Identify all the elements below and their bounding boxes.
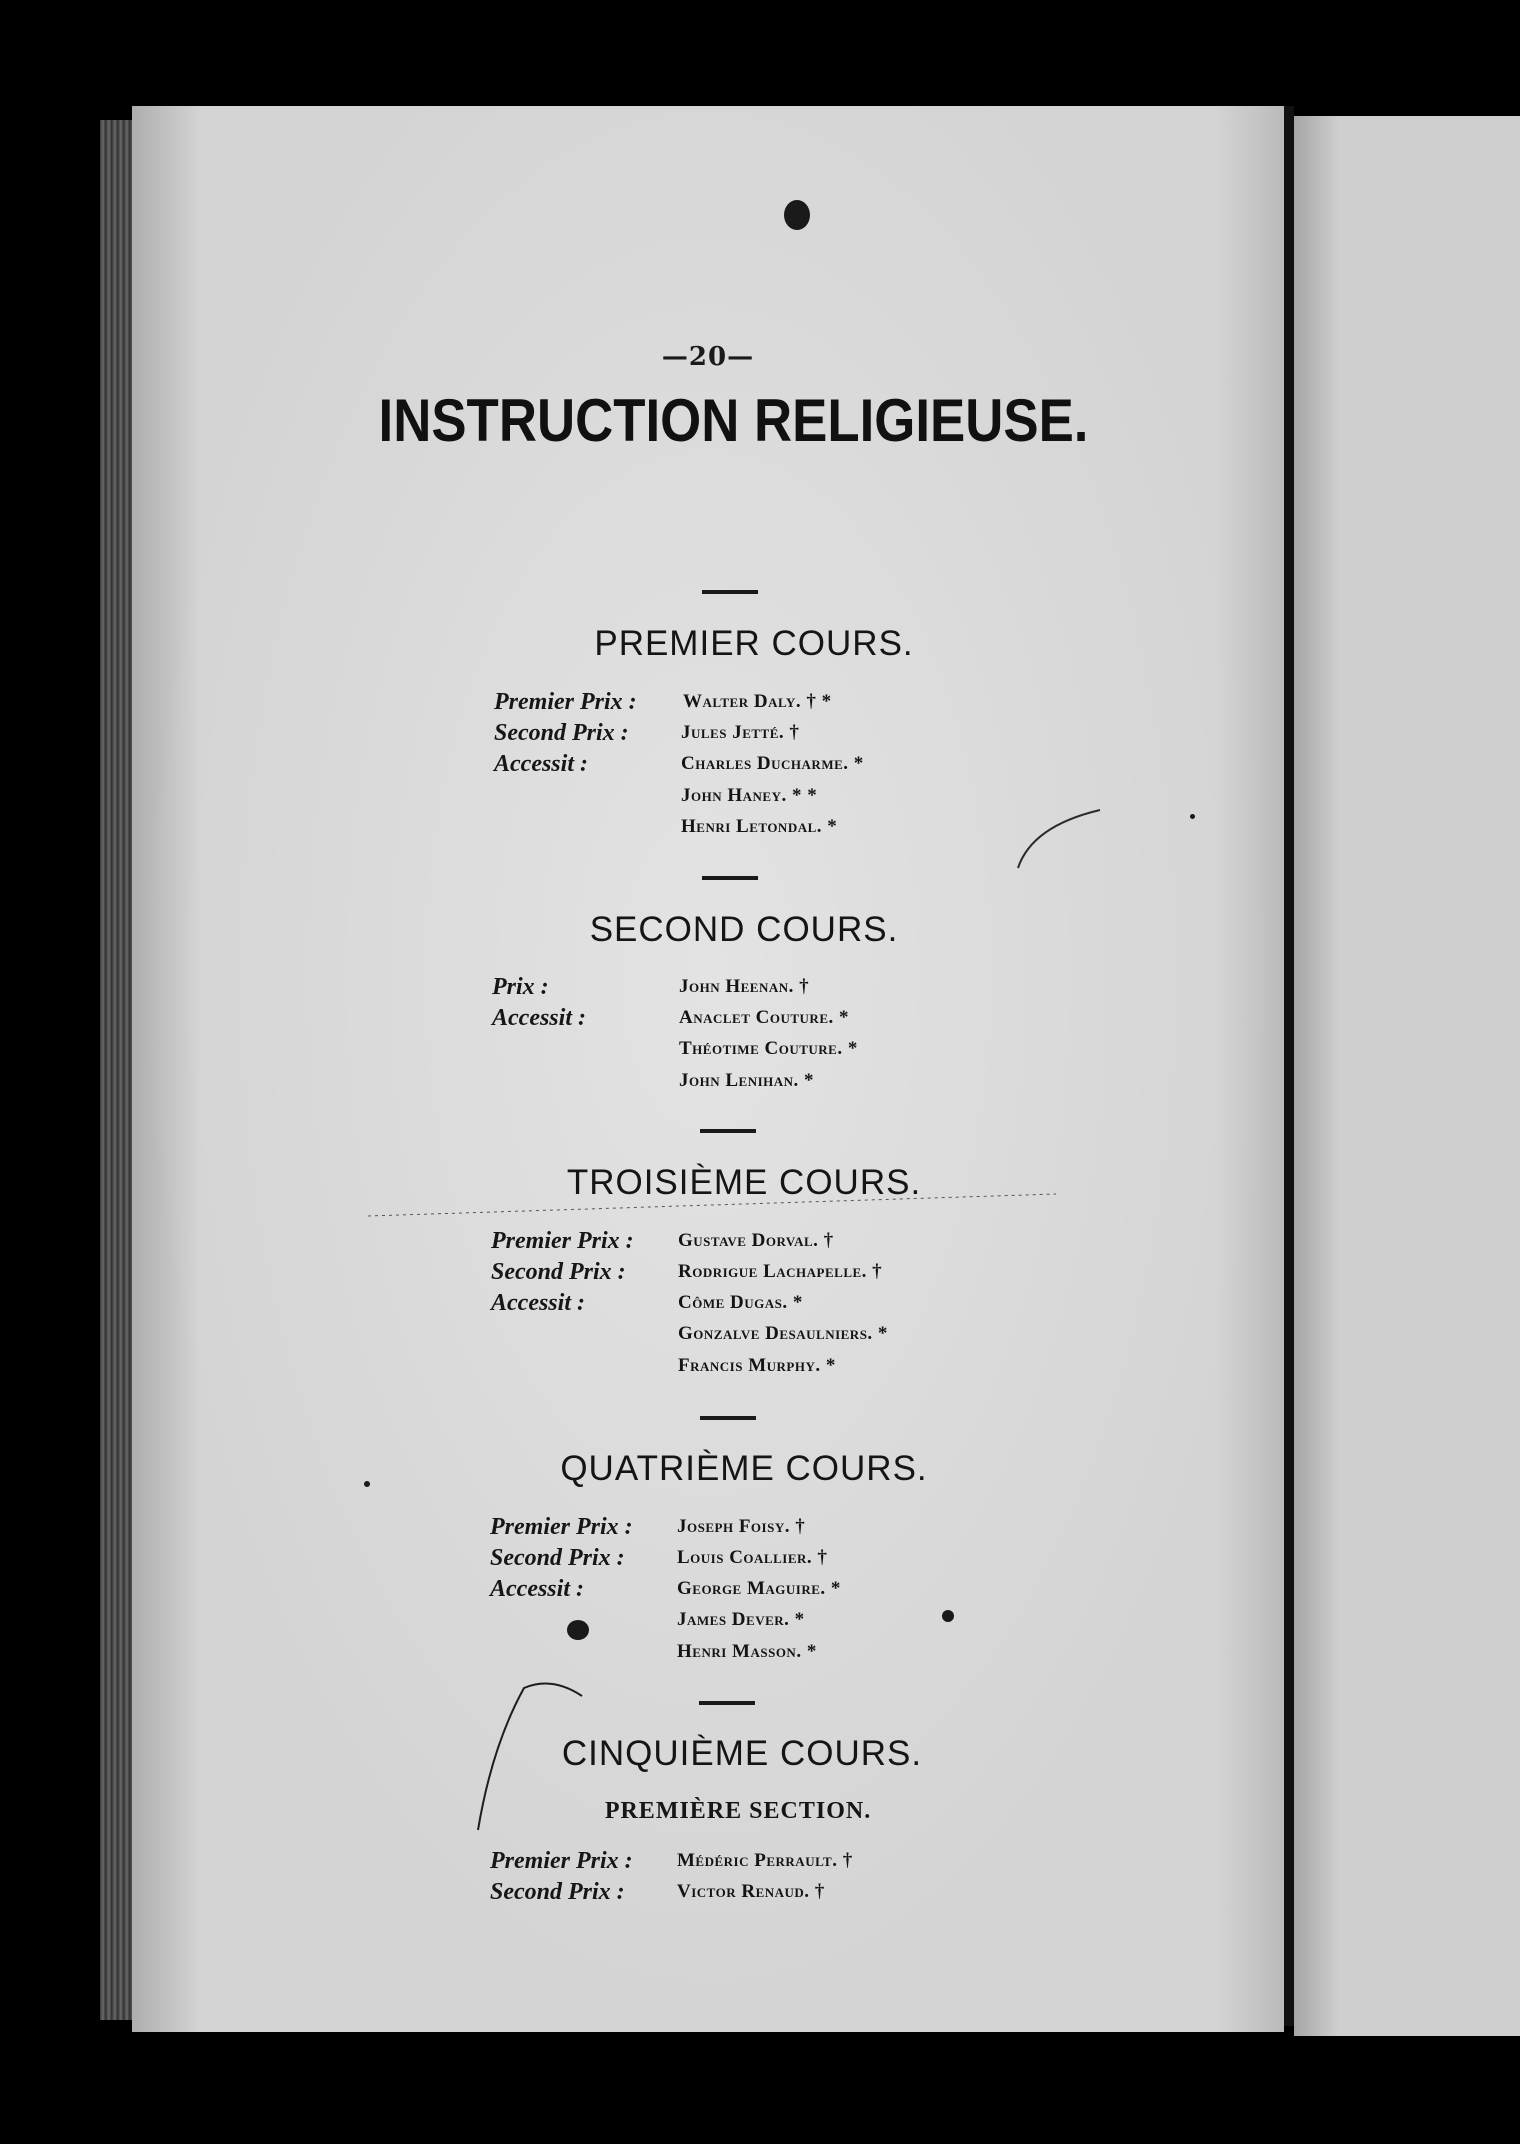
student-name: James Dever. * [677, 1609, 805, 1630]
prize-label: Second Prix : [494, 720, 629, 746]
student-name: George Maguire. * [677, 1578, 841, 1599]
prize-label: Premier Prix : [490, 1514, 633, 1540]
prize-label: Prix : [492, 974, 549, 1000]
page-gutter [1284, 106, 1294, 2026]
section-heading: CINQUIÈME COURS. [561, 1734, 923, 1773]
prize-label: Accessit : [494, 751, 588, 777]
section-heading: TROISIÈME COURS. [566, 1163, 922, 1202]
book-page-stack [100, 120, 134, 2020]
prize-label: Second Prix : [490, 1545, 625, 1571]
pen-scratch [132, 106, 1284, 2032]
student-name: Théotime Couture. * [679, 1038, 858, 1059]
student-name: Henri Letondal. * [681, 816, 838, 837]
student-name: Joseph Foisy. † [677, 1516, 806, 1537]
student-name: Anaclet Couture. * [679, 1007, 849, 1028]
prize-label: Second Prix : [490, 1879, 625, 1905]
page-number: —20— [661, 342, 755, 372]
student-name: Gonzalve Desaulniers. * [678, 1323, 888, 1344]
section-heading: QUATRIÈME COURS. [560, 1449, 928, 1488]
section-heading: SECOND COURS. [589, 910, 899, 949]
student-name: Jules Jetté. † [681, 722, 800, 743]
prize-label: Premier Prix : [490, 1848, 633, 1874]
prize-label: Accessit : [492, 1005, 586, 1031]
student-name: John Heenan. † [679, 976, 810, 997]
prize-label: Premier Prix : [494, 689, 637, 715]
student-name: Médéric Perrault. † [677, 1850, 853, 1871]
prize-label: Second Prix : [491, 1259, 626, 1285]
student-name: Victor Renaud. † [677, 1881, 825, 1902]
book-page [132, 106, 1284, 2032]
student-name: Côme Dugas. * [678, 1292, 803, 1313]
student-name: Louis Coallier. † [677, 1547, 828, 1568]
prize-label: Accessit : [491, 1290, 585, 1316]
student-name: Rodrigue Lachapelle. † [678, 1261, 883, 1282]
section-subheading: PREMIÈRE SECTION. [604, 1798, 872, 1824]
prize-label: Accessit : [490, 1576, 584, 1602]
student-name: Henri Masson. * [677, 1641, 817, 1662]
student-name: John Haney. * * [681, 785, 818, 806]
facing-page [1294, 116, 1520, 2036]
section-heading: PREMIER COURS. [594, 624, 914, 663]
student-name: Gustave Dorval. † [678, 1230, 834, 1251]
student-name: Charles Ducharme. * [681, 753, 864, 774]
prize-label: Premier Prix : [491, 1228, 634, 1254]
page-content [132, 106, 1284, 2032]
student-name: John Lenihan. * [679, 1070, 815, 1091]
student-name: Walter Daly. † * [683, 691, 832, 712]
student-name: Francis Murphy. * [678, 1355, 836, 1376]
page-title: INSTRUCTION RELIGIEUSE. [378, 387, 1089, 454]
